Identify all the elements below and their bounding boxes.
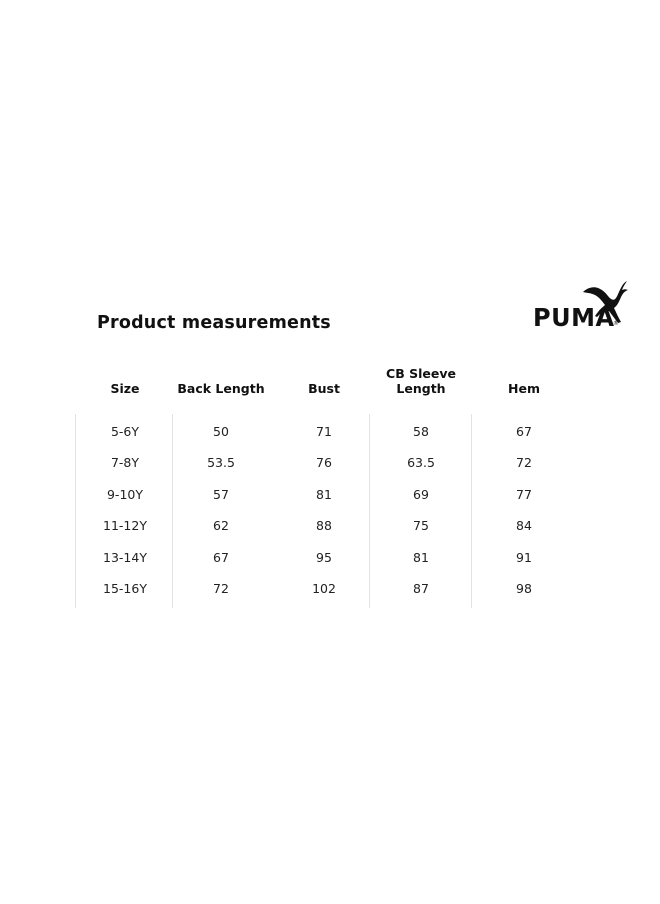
cell-size: 13-14Y: [103, 550, 147, 565]
column-divider: [75, 414, 76, 608]
header-cb-sleeve-length: CB Sleeve Length: [386, 366, 456, 396]
cell-bust: 71: [316, 424, 332, 439]
cell-size: 15-16Y: [103, 581, 147, 596]
column-divider: [471, 414, 472, 608]
column-divider: [172, 414, 173, 608]
brand-wordmark: PUMA: [533, 302, 615, 333]
cell-size: 11-12Y: [103, 518, 147, 533]
cell-back-length: 50: [213, 424, 229, 439]
header-hem: Hem: [508, 381, 540, 396]
cell-size: 9-10Y: [106, 487, 143, 502]
registered-mark: ®: [613, 320, 619, 327]
cell-back-length: 72: [213, 581, 229, 596]
cell-back-length: 62: [213, 518, 229, 533]
cell-hem: 91: [516, 550, 532, 565]
cell-cb-sleeve-length: 75: [413, 518, 429, 533]
column-divider: [369, 414, 370, 608]
cell-hem: 67: [516, 424, 532, 439]
cell-back-length: 57: [213, 487, 229, 502]
cell-bust: 88: [316, 518, 332, 533]
page-title: Product measurements: [97, 313, 331, 333]
header-back-length: Back Length: [177, 381, 265, 396]
cell-size: 5-6Y: [110, 424, 140, 439]
cell-size: 7-8Y: [110, 455, 140, 470]
cell-cb-sleeve-length: 87: [413, 581, 429, 596]
cell-cb-sleeve-length: 63.5: [407, 455, 435, 470]
header-bust: Bust: [308, 381, 340, 396]
cell-hem: 72: [516, 455, 532, 470]
cell-back-length: 67: [213, 550, 229, 565]
header-size: Size: [110, 381, 140, 396]
cell-cb-sleeve-length: 81: [413, 550, 429, 565]
cell-hem: 77: [516, 487, 532, 502]
cell-cb-sleeve-length: 69: [413, 487, 429, 502]
brand-logo: [533, 280, 629, 338]
cell-hem: 84: [516, 518, 532, 533]
cell-bust: 81: [316, 487, 332, 502]
cell-bust: 76: [316, 455, 332, 470]
cell-bust: 95: [316, 550, 332, 565]
cell-back-length: 53.5: [207, 455, 235, 470]
cell-hem: 98: [516, 581, 532, 596]
cell-bust: 102: [312, 581, 336, 596]
cell-cb-sleeve-length: 58: [413, 424, 429, 439]
